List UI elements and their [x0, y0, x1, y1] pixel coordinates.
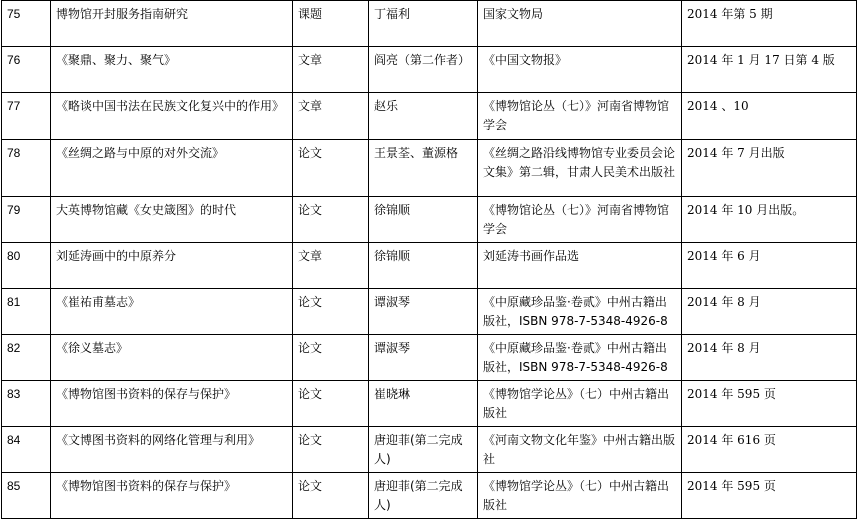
row-number: 76	[2, 47, 51, 93]
table-row	[2, 243, 857, 289]
date-cell: 2014 年 8 月	[682, 335, 857, 381]
type-cell: 课题	[293, 1, 369, 47]
date-cell: 2014 年 6 月	[682, 243, 857, 289]
date-cell: 2014 年 7 月出版	[682, 140, 857, 197]
type-cell: 论文	[293, 427, 369, 473]
author-cell: 阎亮（第二作者）	[369, 47, 478, 93]
row-number: 82	[2, 335, 51, 381]
row-number: 85	[2, 473, 51, 519]
type-cell: 论文	[293, 335, 369, 381]
title-cell: 博物馆开封服务指南研究	[51, 1, 293, 47]
type-cell: 论文	[293, 197, 369, 243]
row-number: 81	[2, 289, 51, 335]
date-cell: 2014 年 595 页	[682, 473, 857, 519]
title-cell: 《丝绸之路与中原的对外交流》	[51, 140, 293, 197]
type-cell: 论文	[293, 381, 369, 427]
source-cell: 《博物馆学论丛》（七）中州古籍出版社	[478, 381, 682, 427]
author-cell: 唐迎菲(第二完成人)	[369, 427, 478, 473]
table-row	[2, 47, 857, 93]
source-cell: 《丝绸之路沿线博物馆专业委员会论文集》第二辑，甘肃人民美术出版社	[478, 140, 682, 197]
author-cell: 谭淑琴	[369, 289, 478, 335]
source-cell: 《中国文物报》	[478, 47, 682, 93]
title-cell: 《徐义墓志》	[51, 335, 293, 381]
publications-table	[1, 0, 857, 519]
title-cell: 《聚鼎、聚力、聚气》	[51, 47, 293, 93]
table-row	[2, 473, 857, 519]
table-row	[2, 427, 857, 473]
title-cell: 《崔祐甫墓志》	[51, 289, 293, 335]
source-cell: 《河南文物文化年鉴》中州古籍出版社	[478, 427, 682, 473]
author-cell: 谭淑琴	[369, 335, 478, 381]
source-cell: 国家文物局	[478, 1, 682, 47]
date-cell: 2014 年 595 页	[682, 381, 857, 427]
author-cell: 徐锦顺	[369, 243, 478, 289]
author-cell: 王景荃、董源格	[369, 140, 478, 197]
date-cell: 2014 、10	[682, 93, 857, 140]
table-row	[2, 381, 857, 427]
author-cell: 赵乐	[369, 93, 478, 140]
source-cell: 《博物馆论丛（七）》河南省博物馆学会	[478, 93, 682, 140]
row-number: 75	[2, 1, 51, 47]
source-cell: 刘延涛书画作品选	[478, 243, 682, 289]
title-cell: 《博物馆图书资料的保存与保护》	[51, 473, 293, 519]
date-cell: 2014 年 616 页	[682, 427, 857, 473]
row-number: 83	[2, 381, 51, 427]
title-cell: 《略谈中国书法在民族文化复兴中的作用》	[51, 93, 293, 140]
type-cell: 论文	[293, 289, 369, 335]
title-cell: 《博物馆图书资料的保存与保护》	[51, 381, 293, 427]
date-cell: 2014 年 1 月 17 日第 4 版	[682, 47, 857, 93]
source-cell: 《博物馆论丛（七）》河南省博物馆学会	[478, 197, 682, 243]
table-row	[2, 289, 857, 335]
author-cell: 丁福利	[369, 1, 478, 47]
row-number: 79	[2, 197, 51, 243]
row-number: 78	[2, 140, 51, 197]
author-cell: 唐迎菲(第二完成人)	[369, 473, 478, 519]
title-cell: 大英博物馆藏《女史箴图》的时代	[51, 197, 293, 243]
type-cell: 论文	[293, 140, 369, 197]
type-cell: 文章	[293, 243, 369, 289]
table-row	[2, 335, 857, 381]
row-number: 84	[2, 427, 51, 473]
title-cell: 《文博图书资料的网络化管理与利用》	[51, 427, 293, 473]
source-cell: 《中原藏珍品鉴·卷贰》中州古籍出版社，ISBN 978-7-5348-4926-8	[478, 289, 682, 335]
title-cell: 刘延涛画中的中原养分	[51, 243, 293, 289]
table-row	[2, 140, 857, 197]
table-row	[2, 197, 857, 243]
date-cell: 2014 年 8 月	[682, 289, 857, 335]
table-row	[2, 93, 857, 140]
row-number: 77	[2, 93, 51, 140]
source-cell: 《博物馆学论丛》（七）中州古籍出版社	[478, 473, 682, 519]
row-number: 80	[2, 243, 51, 289]
date-cell: 2014 年第 5 期	[682, 1, 857, 47]
author-cell: 徐锦顺	[369, 197, 478, 243]
type-cell: 文章	[293, 93, 369, 140]
source-cell: 《中原藏珍品鉴·卷贰》中州古籍出版社，ISBN 978-7-5348-4926-8	[478, 335, 682, 381]
author-cell: 崔晓琳	[369, 381, 478, 427]
date-cell: 2014 年 10 月出版。	[682, 197, 857, 243]
table-row	[2, 1, 857, 47]
type-cell: 文章	[293, 47, 369, 93]
type-cell: 论文	[293, 473, 369, 519]
